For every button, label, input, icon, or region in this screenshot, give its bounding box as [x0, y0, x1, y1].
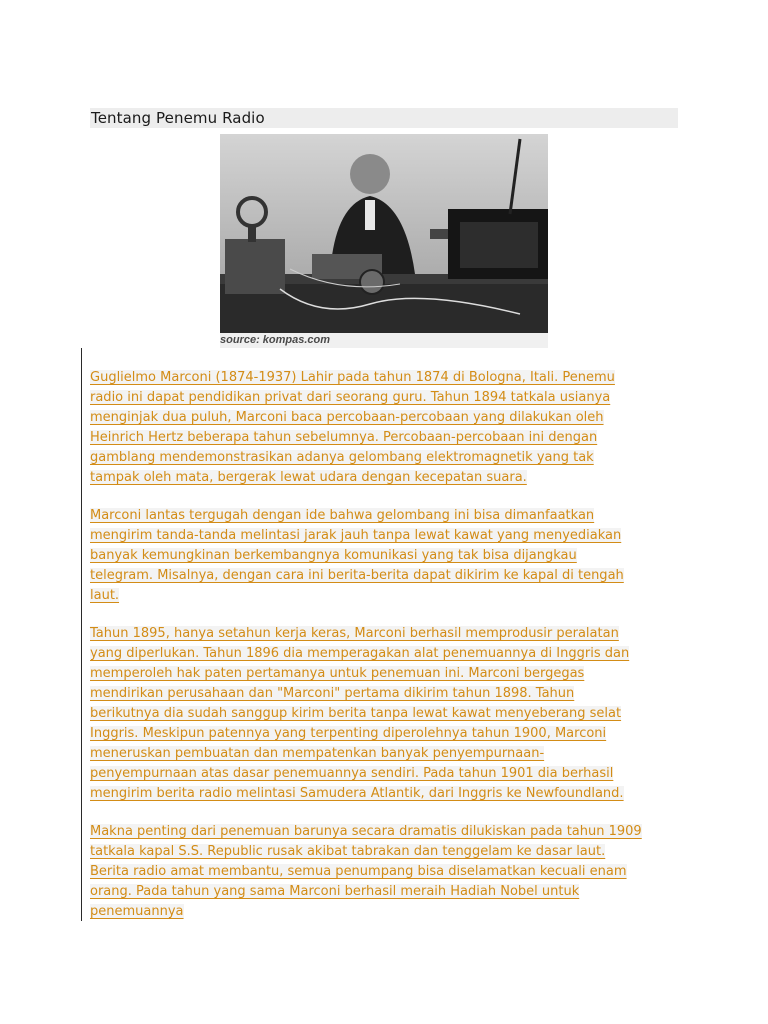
link-text: Tahun 1895, hanya setahun kerja keras, Marconi berhasil memprodusir peralatan	[90, 626, 619, 641]
link-text: Makna penting dari penemuan barunya secara dramatis dilukiskan pada tahun 1909	[90, 824, 642, 839]
article-title: Tentang Penemu Radio	[91, 109, 265, 127]
link-text: mengirim tanda-tanda melintasi jarak jauh tanpa lewat kawat yang menyediakan	[90, 528, 622, 543]
link-text: tatkala kapal S.S. Republic rusak akibat tabrakan dan tenggelam ke dasar laut.	[90, 844, 606, 859]
paragraph-link-line[interactable]	[90, 902, 680, 922]
link-text: tampak oleh mata, bergerak lewat udara dengan kecepatan suara.	[90, 470, 527, 485]
paragraph-link-line[interactable]	[90, 684, 680, 704]
link-text: radio ini dapat pendidikan privat dari seorang guru. Tahun 1894 tatkala usianya	[90, 390, 611, 405]
paragraph-link-line[interactable]	[90, 428, 680, 448]
link-text: meneruskan pembuatan dan mempatenkan banyak penyempurnaan-	[90, 746, 545, 761]
paragraph-link-line[interactable]	[90, 664, 680, 684]
link-text: Berita radio amat membantu, semua penumpang bisa diselamatkan kecuali enam	[90, 864, 627, 879]
paragraph-link-line[interactable]	[90, 842, 680, 862]
paragraph-link-line[interactable]	[90, 586, 680, 606]
paragraph-link-line[interactable]	[90, 566, 680, 586]
paragraph-3	[90, 624, 680, 804]
link-text: mendirikan perusahaan dan "Marconi" pertama dikirim tahun 1898. Tahun	[90, 686, 575, 701]
paragraph-4	[90, 822, 680, 922]
paragraph-link-line[interactable]	[90, 468, 680, 488]
paragraph-link-line[interactable]	[90, 784, 680, 804]
paragraph-link-line[interactable]	[90, 704, 680, 724]
link-text: gamblang mendemonstrasikan adanya gelombang elektromagnetik yang tak	[90, 450, 594, 465]
figure	[220, 134, 548, 348]
paragraph-link-line[interactable]	[90, 862, 680, 882]
paragraph-link-line[interactable]	[90, 506, 680, 526]
paragraph-link-line[interactable]	[90, 546, 680, 566]
paragraph-link-line[interactable]	[90, 408, 680, 428]
paragraph-2	[90, 506, 680, 606]
link-text: Marconi lantas tergugah dengan ide bahwa gelombang ini bisa dimanfaatkan	[90, 508, 595, 523]
paragraph-link-line[interactable]	[90, 764, 680, 784]
paragraph-link-line[interactable]	[90, 822, 680, 842]
paragraph-link-line[interactable]	[90, 744, 680, 764]
paragraph-link-line[interactable]	[90, 724, 680, 744]
link-text: Heinrich Hertz beberapa tahun sebelumnya. Percobaan-percobaan ini dengan	[90, 430, 598, 445]
paragraph-link-line[interactable]	[90, 644, 680, 664]
photo-caption: source: kompas.com	[220, 334, 331, 346]
paragraph-link-line[interactable]	[90, 388, 680, 408]
link-text: Guglielmo Marconi (1874-1937) Lahir pada tahun 1874 di Bologna, Itali. Penemu	[90, 370, 615, 385]
paragraph-link-line[interactable]	[90, 448, 680, 468]
link-text: Inggris. Meskipun patennya yang terpenting diperolehnya tahun 1900, Marconi	[90, 726, 607, 741]
left-rule	[81, 348, 82, 921]
link-text: telegram. Misalnya, dengan cara ini berita-berita dapat dikirim ke kapal di tengah	[90, 568, 624, 583]
paragraph-link-line[interactable]	[90, 368, 680, 388]
link-text: banyak kemungkinan berkembangnya komunikasi yang tak bisa dijangkau	[90, 548, 577, 563]
paragraph-link-line[interactable]	[90, 882, 680, 902]
link-text: penemuannya	[90, 904, 184, 919]
caption-bar	[220, 333, 548, 348]
paragraph-link-line[interactable]	[90, 624, 680, 644]
paragraph-link-line[interactable]	[90, 526, 680, 546]
link-text: menginjak dua puluh, Marconi baca percobaan-percobaan yang dilakukan oleh	[90, 410, 604, 425]
link-text: orang. Pada tahun yang sama Marconi berhasil meraih Hadiah Nobel untuk	[90, 884, 580, 899]
link-text: mengirim berita radio melintasi Samudera Atlantik, dari Inggris ke Newfoundland.	[90, 786, 624, 801]
marconi-photo	[220, 134, 548, 333]
link-text: penyempurnaan atas dasar penemuannya sendiri. Pada tahun 1901 dia berhasil	[90, 766, 614, 781]
link-text: berikutnya dia sudah sanggup kirim berita tanpa lewat kawat menyeberang selat	[90, 706, 622, 721]
link-text: laut.	[90, 588, 120, 603]
paragraph-1	[90, 368, 680, 488]
article-body	[90, 368, 680, 940]
link-text: yang diperlukan. Tahun 1896 dia memperagakan alat penemuannya di Inggris dan	[90, 646, 630, 661]
link-text: memperoleh hak paten pertamanya untuk penemuan ini. Marconi bergegas	[90, 666, 585, 681]
